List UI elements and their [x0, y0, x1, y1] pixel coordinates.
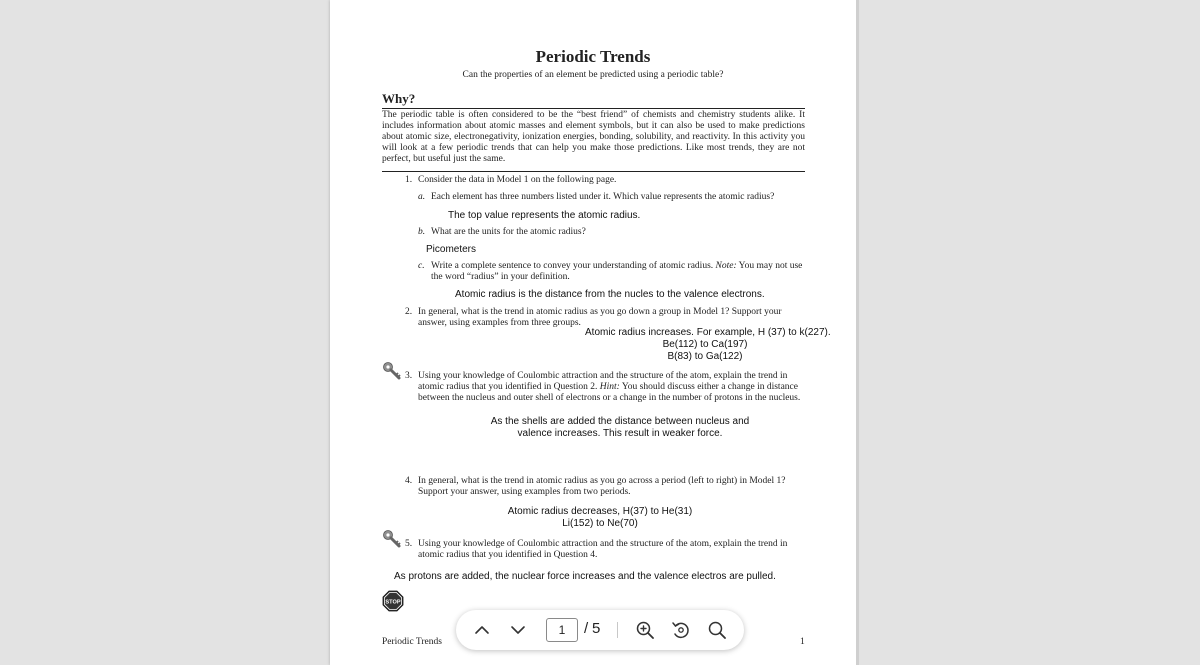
- q4-number: 4.: [405, 476, 413, 486]
- q5-number: 5.: [405, 539, 413, 549]
- next-page-button[interactable]: [506, 618, 530, 642]
- previous-page-button[interactable]: [470, 618, 494, 642]
- q2-answer-line-3: B(83) to Ga(122): [667, 351, 743, 362]
- q1c-text: Write a complete sentence to convey your understanding of atomic radius. Note: You may not use the word “radius” in your definition.: [431, 261, 803, 282]
- q1b-label: b.: [418, 227, 426, 237]
- key-icon: [382, 361, 402, 381]
- q3-text: Using your knowledge of Coulombic attraction and the structure of the atom, explain the trend in atomic radius that you identified in Question 2. Hint: You should discuss either a change in distance between the nucleus and outer shell of electrons or a change in the number of protons in the nucleus.: [418, 371, 801, 403]
- page-separator: /: [584, 620, 589, 637]
- q2-answer-line-1: Atomic radius increases. For example, H (37) to k(227).: [585, 327, 831, 338]
- q1a-label: a.: [418, 192, 426, 202]
- footer-page-number: 1: [800, 637, 805, 647]
- document-page: [330, 0, 856, 665]
- q3-answer-line-2: valence increases. This result in weaker force.: [517, 428, 723, 439]
- q2-text: In general, what is the trend in atomic radius as you go down a group in Model 1? Support your answer, using examples from three groups.: [418, 307, 782, 328]
- viewer-toolbar: [456, 610, 744, 650]
- q1b-text: What are the units for the atomic radius?: [431, 227, 586, 237]
- page-number-input[interactable]: [546, 618, 578, 642]
- zoom-in-icon: [633, 618, 657, 642]
- chevron-down-icon: [506, 618, 530, 642]
- q4-answer-line-1: Atomic radius decreases, H(37) to He(31): [507, 506, 693, 517]
- page-edge-shadow: [856, 0, 859, 665]
- q1a-answer: The top value represents the atomic radius.: [448, 210, 641, 221]
- document-subtitle: Can the properties of an element be predicted using a periodic table?: [462, 70, 724, 80]
- heading-rule: [382, 108, 805, 109]
- q3-answer-line-1: As the shells are added the distance between nucleus and: [490, 416, 750, 427]
- q2-number: 2.: [405, 307, 413, 317]
- q1b-answer: Picometers: [426, 244, 477, 255]
- stop-sign-icon: [382, 590, 404, 612]
- document-title: Periodic Trends: [535, 47, 651, 66]
- q1c-answer: Atomic radius is the distance from the nucles to the valence electrons.: [455, 289, 765, 300]
- rotate-icon: [669, 618, 693, 642]
- q4-answer-line-2: Li(152) to Ne(70): [562, 518, 638, 529]
- q1-text: Consider the data in Model 1 on the following page.: [418, 175, 617, 185]
- search-button[interactable]: [705, 618, 729, 642]
- zoom-in-button[interactable]: [633, 618, 657, 642]
- why-paragraph: The periodic table is often considered to be the “best friend” of chemists and chemistry students alike. It includes information about atomic masses and element symbols, but it can also be used to make predictions about atomic size, electronegativity, ionization energies, bonding, solubility, and reactivity. In this activity you will look at a few periodic trends that can help you make those predictions. Like most trends, they are not perfect, but useful just the same.: [382, 110, 805, 164]
- rotate-button[interactable]: [669, 618, 693, 642]
- svg-text:STOP: STOP: [385, 599, 401, 606]
- q3-number: 3.: [405, 371, 413, 381]
- q5-answer: As protons are added, the nuclear force increases and the valence electros are pulled.: [394, 571, 776, 582]
- toolbar-divider: [617, 622, 618, 638]
- why-heading: Why?: [382, 91, 416, 106]
- q1c-label: c.: [418, 261, 425, 271]
- q4-text: In general, what is the trend in atomic radius as you go across a period (left to right) in Model 1? Support your answer, using examples from two periods.: [418, 476, 786, 497]
- q1a-text: Each element has three numbers listed under it. Which value represents the atomic radius?: [431, 192, 775, 202]
- page-total: 5: [592, 620, 601, 637]
- q1-number: 1.: [405, 175, 413, 185]
- key-icon: [382, 529, 402, 549]
- q2-answer-line-2: Be(112) to Ca(197): [662, 339, 748, 350]
- search-icon: [705, 618, 729, 642]
- chevron-up-icon: [470, 618, 494, 642]
- footer-title: Periodic Trends: [382, 637, 442, 647]
- q5-text: Using your knowledge of Coulombic attraction and the structure of the atom, explain the trend in atomic radius that you identified in Question 4.: [418, 539, 788, 560]
- section-rule: [382, 171, 805, 172]
